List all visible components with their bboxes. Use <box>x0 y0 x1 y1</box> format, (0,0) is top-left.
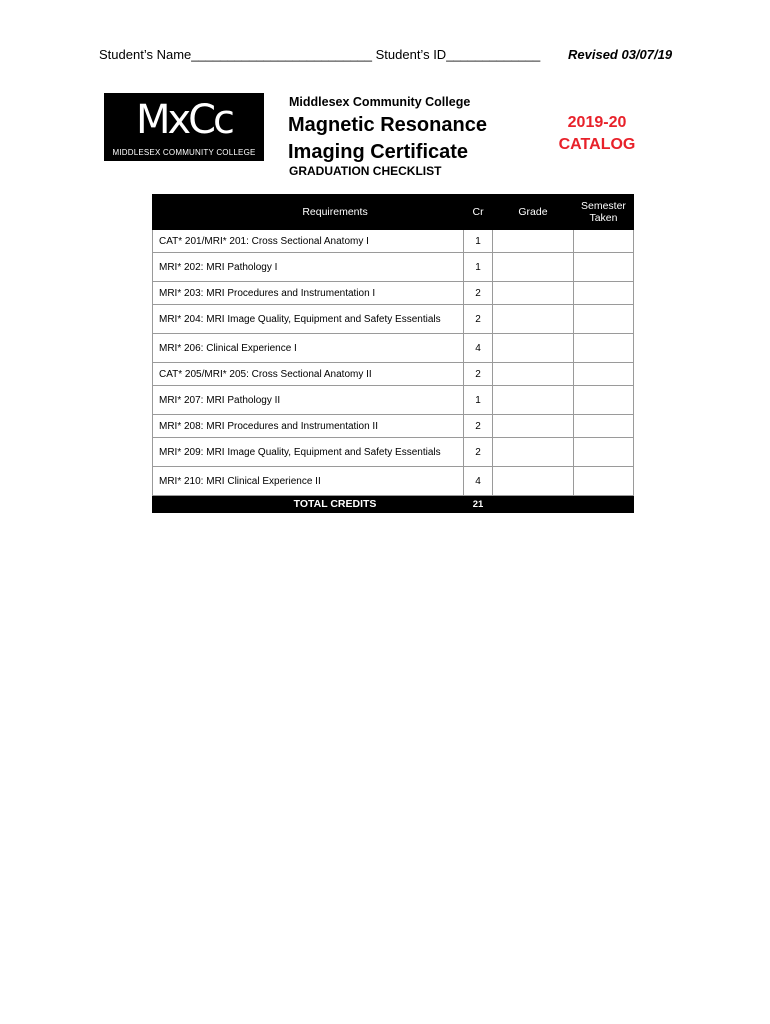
grade-cell[interactable] <box>493 305 574 334</box>
credit-cell: 4 <box>464 467 493 496</box>
catalog-badge <box>555 112 639 156</box>
requirement-cell: MRI* 207: MRI Pathology II <box>153 386 464 415</box>
table-row <box>153 253 634 282</box>
credit-cell: 2 <box>464 282 493 305</box>
credit-cell: 2 <box>464 363 493 386</box>
semester-cell[interactable] <box>573 253 633 282</box>
header-cr: Cr <box>464 195 493 230</box>
semester-cell[interactable] <box>573 467 633 496</box>
table-row <box>153 438 634 467</box>
grade-cell[interactable] <box>493 282 574 305</box>
semester-cell[interactable] <box>573 230 633 253</box>
catalog-year: 2019-20 <box>567 114 627 131</box>
college-logo <box>104 93 264 161</box>
grade-cell[interactable] <box>493 253 574 282</box>
semester-cell[interactable] <box>573 386 633 415</box>
total-credits-label: TOTAL CREDITS <box>153 496 464 513</box>
table-row <box>153 334 634 363</box>
requirement-cell: MRI* 209: MRI Image Quality, Equipment and Safety Essentials <box>153 438 464 467</box>
total-credits-value: 21 <box>464 496 493 513</box>
requirement-cell: CAT* 201/MRI* 201: Cross Sectional Anatomy I <box>153 230 464 253</box>
credit-cell: 2 <box>464 305 493 334</box>
requirement-cell: MRI* 202: MRI Pathology I <box>153 253 464 282</box>
grade-cell[interactable] <box>493 467 574 496</box>
semester-cell[interactable] <box>573 334 633 363</box>
table-row <box>153 415 634 438</box>
grade-cell[interactable] <box>493 415 574 438</box>
table-row <box>153 467 634 496</box>
program-title: Magnetic Resonance Imaging Certificate <box>288 114 487 163</box>
table-row <box>153 230 634 253</box>
grade-cell[interactable] <box>493 230 574 253</box>
credit-cell: 4 <box>464 334 493 363</box>
requirement-cell: MRI* 208: MRI Procedures and Instrumentation II <box>153 415 464 438</box>
credit-cell: 2 <box>464 438 493 467</box>
table-row <box>153 363 634 386</box>
logo-mark: MxCc <box>135 97 233 143</box>
semester-cell[interactable] <box>573 415 633 438</box>
total-semester-cell <box>573 496 633 513</box>
requirement-cell: MRI* 210: MRI Clinical Experience II <box>153 467 464 496</box>
logo-subtext: MIDDLESEX COMMUNITY COLLEGE <box>112 148 256 157</box>
credit-cell: 1 <box>464 253 493 282</box>
table-row <box>153 305 634 334</box>
header-requirements: Requirements <box>153 195 464 230</box>
graduation-checklist-table <box>152 194 634 513</box>
table-row <box>153 282 634 305</box>
credit-cell: 1 <box>464 230 493 253</box>
requirement-cell: MRI* 203: MRI Procedures and Instrumentation I <box>153 282 464 305</box>
revised-date: Revised 03/07/19 <box>568 47 673 62</box>
catalog-label: CATALOG <box>558 136 636 153</box>
semester-cell[interactable] <box>573 305 633 334</box>
grade-cell[interactable] <box>493 334 574 363</box>
semester-cell[interactable] <box>573 438 633 467</box>
header-semester: Semester Taken <box>573 195 633 230</box>
semester-cell[interactable] <box>573 363 633 386</box>
grade-cell[interactable] <box>493 386 574 415</box>
semester-cell[interactable] <box>573 282 633 305</box>
requirement-cell: MRI* 206: Clinical Experience I <box>153 334 464 363</box>
credit-cell: 1 <box>464 386 493 415</box>
student-info-line: Student’s Name_________________________ Student’s ID_____________ <box>99 47 541 62</box>
grade-cell[interactable] <box>493 363 574 386</box>
table-row <box>153 386 634 415</box>
header-grade: Grade <box>493 195 574 230</box>
credit-cell: 2 <box>464 415 493 438</box>
total-grade-cell <box>493 496 574 513</box>
college-name: Middlesex Community College <box>289 95 471 109</box>
requirement-cell: CAT* 205/MRI* 205: Cross Sectional Anatomy II <box>153 363 464 386</box>
checklist-heading: GRADUATION CHECKLIST <box>289 164 442 178</box>
total-row <box>153 496 634 513</box>
requirement-cell: MRI* 204: MRI Image Quality, Equipment and Safety Essentials <box>153 305 464 334</box>
grade-cell[interactable] <box>493 438 574 467</box>
table-header-row <box>153 195 634 230</box>
